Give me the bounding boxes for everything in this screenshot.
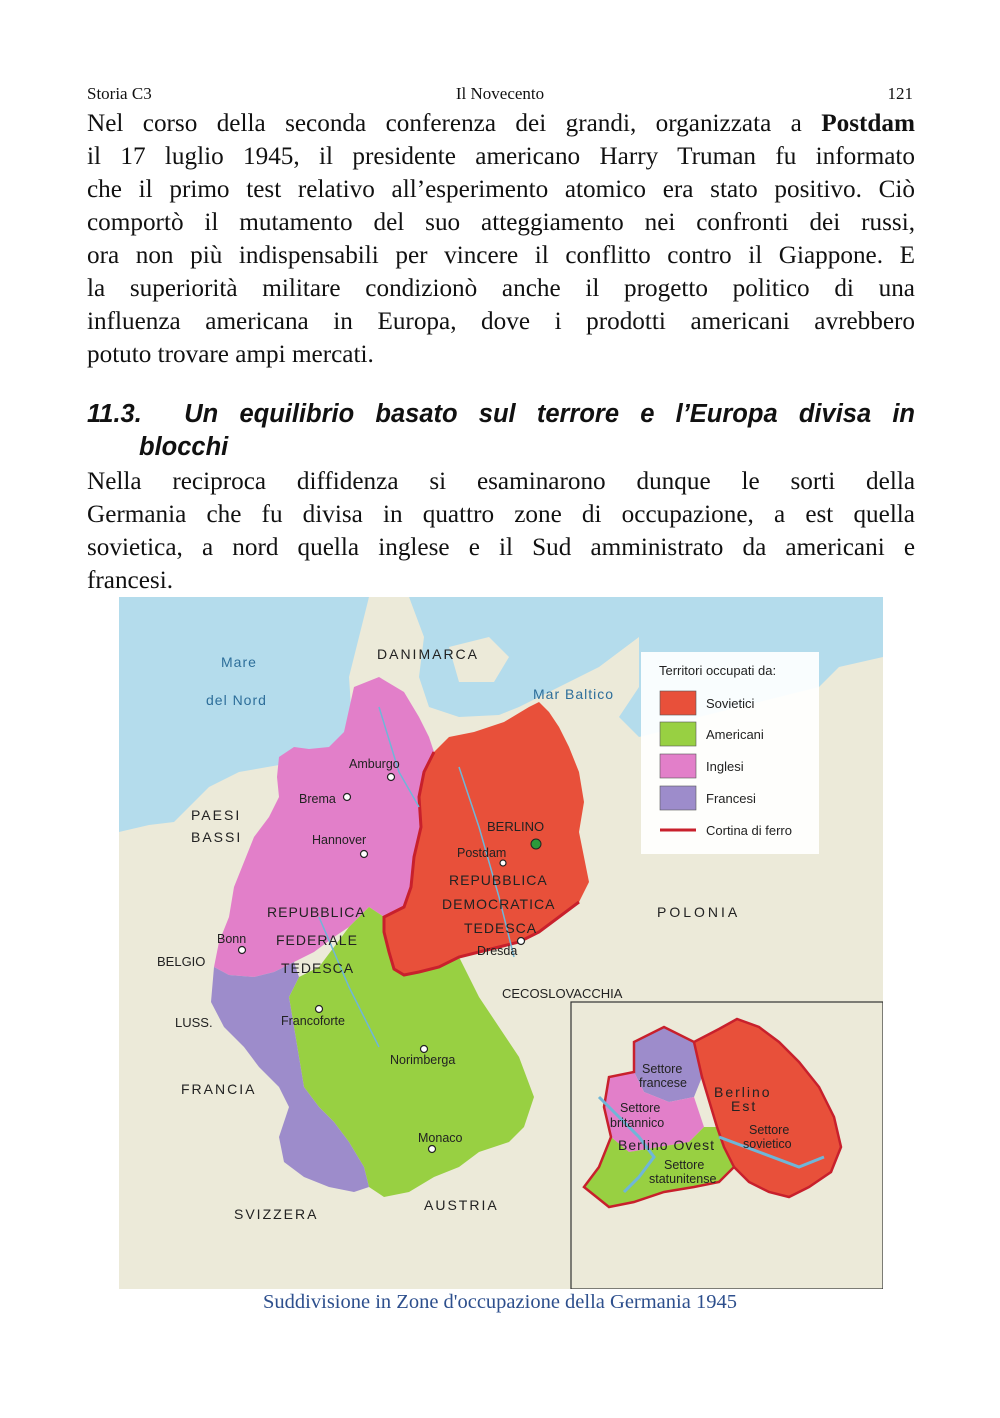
section-title: Un equilibrio basato sul terrore e l’Europa divisa in [184,400,916,428]
city-label: Dresda [477,944,518,958]
map-label-country: SVIZZERA [234,1206,319,1222]
gdr-label: REPUBBLICA [449,872,548,888]
header-chapter-title: Il Novecento [455,84,545,103]
gdr-label: DEMOCRATICA [442,896,556,912]
inset-label: Berlino [714,1084,772,1100]
city-marker [239,947,246,954]
postdam-bold: Postdam [821,110,915,137]
map-label-country: LUSS. [175,1015,213,1030]
paragraph-line: potuto trovare ampi mercati. [87,341,374,368]
inset-label: statunitense [649,1172,717,1186]
legend-swatch-soviet [660,691,696,715]
berlin-marker [531,839,541,849]
paragraph-line: Nella reciproca diffidenza si esaminarono dunque le sorti della [87,468,915,495]
inset-label: Settore [664,1158,705,1172]
paragraph-line: comportò il mutamento del suo atteggiamento nei confronti dei russi, [87,209,915,236]
paragraph-line: sovietica, a nord quella inglese e il Sud amministrato da americani e [87,534,915,561]
frg-label: FEDERALE [276,932,358,948]
city-label: Monaco [418,1131,463,1145]
map-label-sea: Mar Baltico [533,686,615,702]
city-marker [518,938,525,945]
inset-label: Berlino Ovest [618,1137,716,1153]
berlin-inset [571,1002,883,1289]
legend-swatch-american [660,722,696,746]
figure-caption: Suddivisione in Zone d'occupazione della Germania 1945 [263,1291,737,1313]
paragraph-line: la superiorità militare condizionò anche il progetto politico di una [87,275,915,302]
city-label: Hannover [312,833,367,847]
map-label-country: POLONIA [657,904,741,920]
city-marker [344,794,351,801]
legend-swatch-french [660,786,696,810]
paragraph-line: Germania che fu divisa in quattro zone di occupazione, a est quella [87,501,915,528]
city-marker [500,860,506,866]
gdr-label: TEDESCA [464,920,538,936]
city-label: Francoforte [281,1014,345,1028]
city-label: Amburgo [349,757,400,771]
city-label: Bonn [217,932,247,946]
paragraph-line: influenza americana in Europa, dove i prodotti americani avrebbero [87,308,915,335]
map-label-sea: del Nord [206,692,267,708]
city-marker [388,774,395,781]
inset-label: britannico [610,1116,665,1130]
city-label: Brema [299,792,336,806]
page-header [87,84,913,106]
inset-label: Settore [620,1101,661,1115]
legend-swatch-british [660,754,696,778]
legend-item: Inglesi [706,759,744,774]
paragraph-postdam [87,107,915,371]
section-heading [87,398,915,464]
inset-label: sovietico [743,1137,792,1151]
paragraph-line: francesi. [87,567,174,594]
frg-label: REPUBBLICA [267,904,366,920]
map-label-country: FRANCIA [181,1081,257,1097]
city-label: Norimberga [390,1053,456,1067]
map-legend [641,652,819,854]
map-label-country: AUSTRIA [424,1197,499,1213]
map-label-country: DANIMARCA [377,646,480,662]
paragraph-line: ora non più indispensabili per vincere il conflitto contro il Giappone. E [87,242,915,269]
section-heading-line2: blocchi [139,433,229,461]
section-heading-line1 [87,398,915,431]
paragraph-germania [87,465,915,597]
city-marker [361,851,368,858]
map-label-sea: Mare [221,654,257,670]
paragraph-line: che il primo test relativo all’esperimento atomico era stato positivo. Ciò [87,176,915,203]
frg-label: TEDESCA [281,960,355,976]
legend-title: Territori occupati da: [659,663,777,678]
city-marker [316,1006,323,1013]
page-number: 121 [887,84,913,103]
legend-item: Americani [706,727,764,742]
legend-item: Cortina di ferro [706,823,792,838]
map-label-country: BELGIO [157,954,206,969]
city-label: Postdam [457,846,507,860]
city-label: BERLINO [487,819,545,834]
paragraph-line: il 17 luglio 1945, il presidente americano Harry Truman fu informato [87,143,915,170]
inset-label: Est [731,1098,758,1114]
map-label-country: PAESI [191,807,242,823]
map-label-country: CECOSLOVACCHIA [502,986,623,1001]
city-marker [429,1146,436,1153]
city-marker [421,1046,428,1053]
legend-item: Sovietici [706,696,755,711]
inset-label: Settore [642,1062,683,1076]
inset-label: Settore [749,1123,790,1137]
germany-occupation-map [119,597,883,1289]
map-label-country: BASSI [191,829,243,845]
inset-label: francese [639,1076,687,1090]
section-number: 11.3. [87,400,142,428]
paragraph-line: Nel corso della seconda conferenza dei grandi, organizzata a Postdam [87,110,915,137]
legend-item: Francesi [706,791,756,806]
header-book-title: Storia C3 [87,84,152,103]
